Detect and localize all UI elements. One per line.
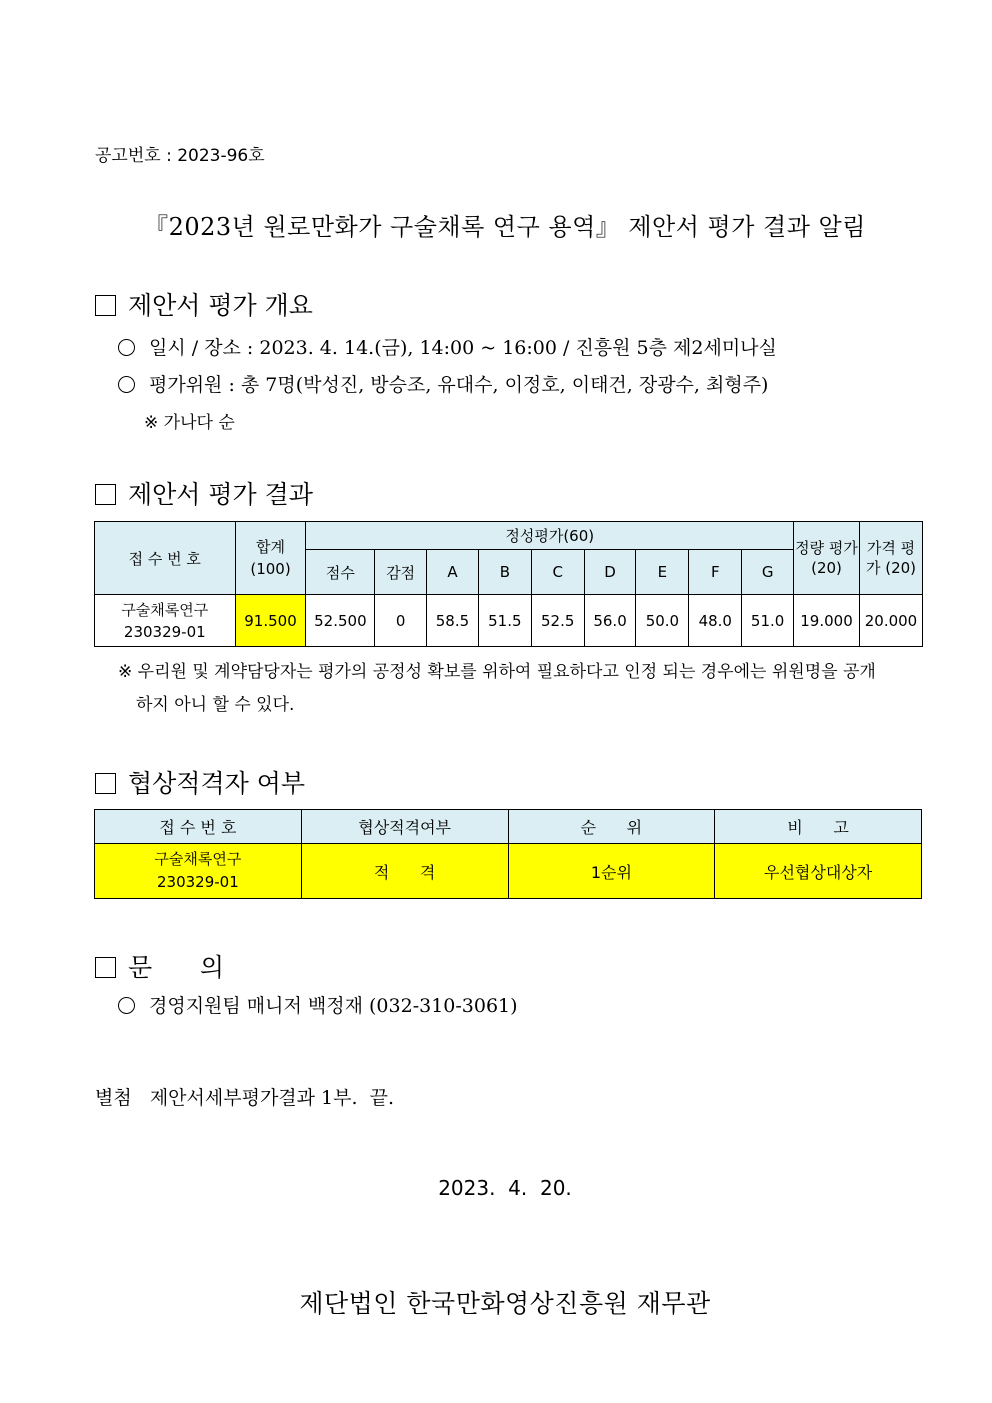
cell-deduction: 0 (375, 595, 427, 647)
cell-eligibility: 적 격 (301, 844, 508, 899)
header-eligibility: 협상적격여부 (301, 810, 508, 844)
circle-bullet-icon (118, 997, 135, 1014)
header-receipt: 접 수 번 호 (95, 522, 236, 595)
checkbox-square-icon (95, 957, 116, 978)
cell-a: 58.5 (427, 595, 479, 647)
header-qualitative: 정성평가(60) (306, 522, 794, 550)
header-receipt: 접 수 번 호 (95, 810, 302, 844)
footnote-line-2: 하지 아니 할 수 있다. (136, 695, 295, 715)
header-a: A (427, 550, 479, 595)
alphabetical-note: ※ 가나다 순 (144, 413, 235, 433)
attachment-note: 별첨 제안서세부평가결과 1부. 끝. (95, 1087, 395, 1109)
cell-quantitative: 19.000 (794, 595, 860, 647)
section-results-heading: 제안서 평가 결과 (95, 475, 313, 511)
document-date: 2023. 4. 20. (438, 1176, 572, 1200)
header-b: B (478, 550, 531, 595)
inquiry-contact: 경영지원팀 매니저 백정재 (032-310-3061) (118, 991, 518, 1018)
header-score: 점수 (306, 550, 375, 595)
cell-score: 52.500 (306, 595, 375, 647)
cell-e: 50.0 (636, 595, 689, 647)
header-remarks: 비 고 (715, 810, 922, 844)
cell-g: 51.0 (742, 595, 794, 647)
checkbox-square-icon (95, 773, 116, 794)
section-overview-heading: 제안서 평가 개요 (95, 286, 313, 322)
header-g: G (742, 550, 794, 595)
overview-item-evaluators: 평가위원 : 총 7명(박성진, 방승조, 유대수, 이정호, 이태건, 장광수, 최형주) (118, 370, 768, 397)
header-f: F (689, 550, 742, 595)
overview-item-schedule: 일시 / 장소 : 2023. 4. 14.(금), 14:00 ~ 16:00 / 진흥원 5층 제2세미나실 (118, 333, 777, 360)
cell-c: 52.5 (531, 595, 584, 647)
document-title: 『2023년 원로만화가 구술채록 연구 용역』 제안서 평가 결과 알림 (144, 213, 866, 241)
cell-receipt: 구술채록연구 230329-01 (95, 844, 302, 899)
circle-bullet-icon (118, 376, 135, 393)
section-inquiry-heading: 문 의 (95, 948, 224, 984)
eligibility-table (94, 809, 922, 899)
disclosure-footnote (118, 656, 933, 722)
notice-number: 공고번호 : 2023-96호 (95, 146, 265, 166)
checkbox-square-icon (95, 295, 116, 316)
header-e: E (636, 550, 689, 595)
cell-rank: 1순위 (508, 844, 715, 899)
cell-receipt: 구술채록연구 230329-01 (95, 595, 236, 647)
header-price: 가격 평가 (20) (859, 522, 922, 595)
header-total: 합계 (100) (235, 522, 306, 595)
header-d: D (584, 550, 636, 595)
table-row (95, 844, 922, 899)
header-quantitative: 정량 평가 (20) (794, 522, 860, 595)
header-deduction: 감점 (375, 550, 427, 595)
evaluation-results-table (94, 521, 923, 647)
table-row (95, 595, 923, 647)
cell-b: 51.5 (478, 595, 531, 647)
cell-f: 48.0 (689, 595, 742, 647)
cell-d: 56.0 (584, 595, 636, 647)
footnote-line-1: ※ 우리원 및 계약담당자는 평가의 공정성 확보를 위하여 필요하다고 인정 되는 경우에는 위원명을 공개 (118, 662, 876, 682)
cell-remarks: 우선협상대상자 (715, 844, 922, 899)
cell-total: 91.500 (235, 595, 306, 647)
issuing-organization: 제단법인 한국만화영상진흥원 재무관 (299, 1289, 711, 1318)
section-eligibility-heading: 협상적격자 여부 (95, 764, 305, 800)
circle-bullet-icon (118, 339, 135, 356)
checkbox-square-icon (95, 484, 116, 505)
cell-price: 20.000 (859, 595, 922, 647)
header-c: C (531, 550, 584, 595)
header-rank: 순 위 (508, 810, 715, 844)
